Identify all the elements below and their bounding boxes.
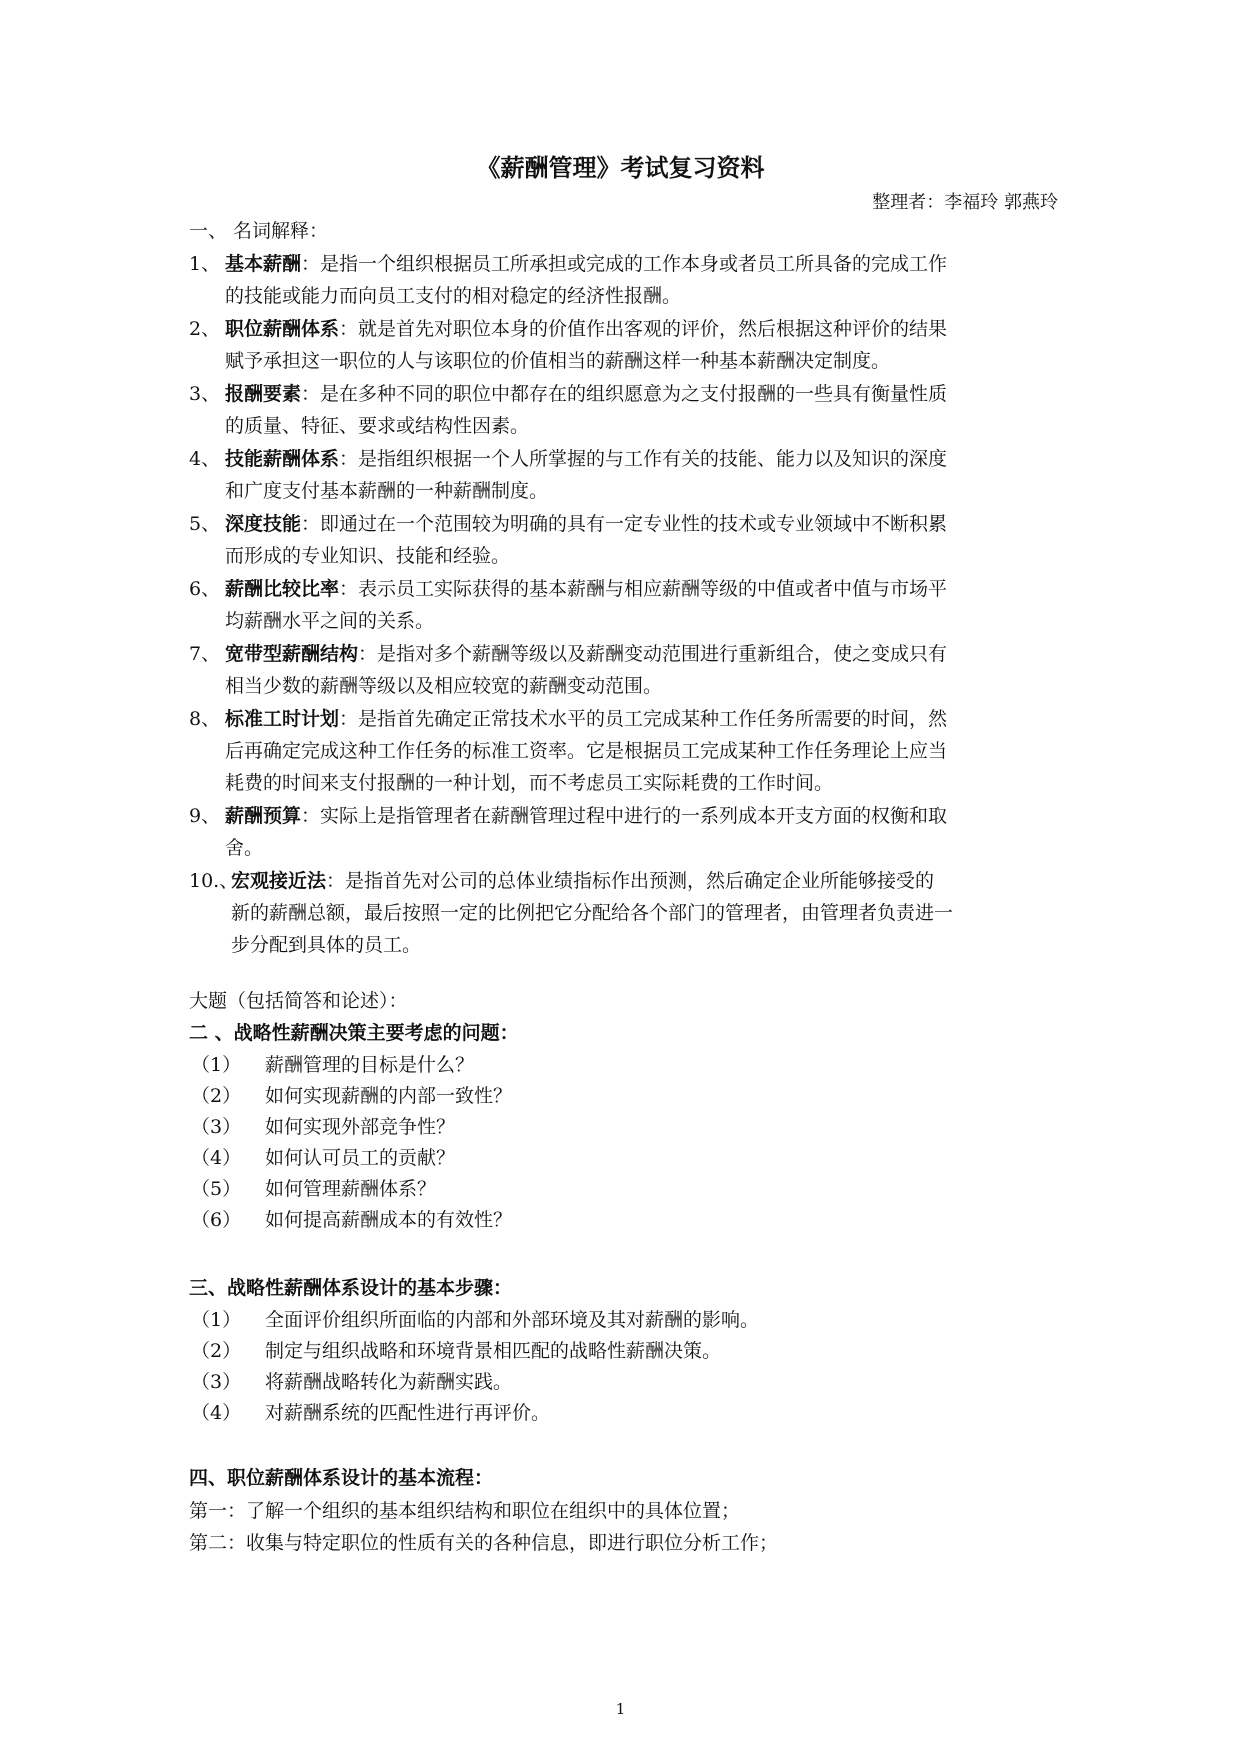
- definition-number: 2、: [189, 318, 221, 340]
- definition-text-line: 耗费的时间来支付报酬的一种计划，而不考虑员工实际耗费的工作时间。: [225, 772, 834, 794]
- list-item-text: 如何提高薪酬成本的有效性？: [265, 1209, 513, 1231]
- definition-text-line: 赋予承担这一职位的人与该职位的价值相当的薪酬这样一种基本薪酬决定制度。: [225, 350, 891, 372]
- definition-item: [189, 443, 1059, 507]
- section4-heading: 四、职位薪酬体系设计的基本流程：: [189, 1467, 494, 1489]
- definition-text-line: 的质量、特征、要求或结构性因素。: [225, 415, 530, 437]
- list-item-text: 对薪酬系统的匹配性进行再评价。: [265, 1402, 551, 1424]
- definition-number: 3、: [189, 383, 221, 405]
- list-item: [191, 1366, 512, 1398]
- list-item: [191, 1335, 721, 1367]
- definition-body: [225, 248, 1059, 312]
- section4-line-1: 第一：了解一个组织的基本组织结构和职位在组织中的具体位置；: [189, 1500, 741, 1522]
- definition-body: [225, 800, 1059, 864]
- definition-text-line: 均薪酬水平之间的关系。: [225, 610, 435, 632]
- list-item-number: （3）: [191, 1371, 242, 1393]
- definition-item: [189, 508, 1059, 572]
- list-item: [191, 1304, 759, 1336]
- list-item-number: （5）: [191, 1178, 242, 1200]
- definition-number: 8、: [189, 708, 221, 730]
- list-item-text: 如何认可员工的贡献？: [265, 1147, 456, 1169]
- document-title: 《薪酬管理》考试复习资料: [476, 154, 765, 182]
- definition-separator: ：: [301, 805, 321, 827]
- list-item-text: 全面评价组织所面临的内部和外部环境及其对薪酬的影响。: [265, 1309, 760, 1331]
- list-item: [191, 1049, 474, 1081]
- list-item-text: 制定与组织战略和环境背景相匹配的战略性薪酬决策。: [265, 1340, 722, 1362]
- list-item: [191, 1080, 512, 1112]
- list-item-number: （2）: [191, 1085, 242, 1107]
- list-item-number: （4）: [191, 1402, 242, 1424]
- definition-text-line: 舍。: [225, 837, 264, 859]
- definition-text-line: 实际上是指管理者在薪酬管理过程中进行的一系列成本开支方面的权衡和取: [320, 805, 948, 827]
- definition-text-line: 是指首先对公司的总体业绩指标作出预测，然后确定企业所能够接受的: [345, 870, 935, 892]
- definition-text-line: 表示员工实际获得的基本薪酬与相应薪酬等级的中值或者中值与市场平: [358, 578, 948, 600]
- definition-separator: ：: [339, 448, 359, 470]
- definition-text-line: 步分配到具体的员工。: [231, 934, 422, 956]
- definition-body: [225, 508, 1059, 572]
- list-item-text: 薪酬管理的目标是什么？: [265, 1054, 475, 1076]
- definition-text-line: 是指组织根据一个人所掌握的与工作有关的技能、能力以及知识的深度: [358, 448, 948, 470]
- definition-term: 宏观接近法: [231, 870, 327, 892]
- definition-body: [225, 313, 1059, 377]
- definition-term: 薪酬预算: [225, 805, 302, 827]
- definition-text-line: 即通过在一个范围较为明确的具有一定专业性的技术或专业领域中不断积累: [320, 513, 948, 535]
- definition-separator: ：: [358, 643, 378, 665]
- page-number: 1: [615, 1700, 626, 1718]
- definition-text-line: 新的薪酬总额，最后按照一定的比例把它分配给各个部门的管理者，由管理者负责进一: [231, 902, 954, 924]
- definition-text-line: 就是首先对职位本身的价值作出客观的评价，然后根据这种评价的结果: [358, 318, 948, 340]
- list-item-number: （6）: [191, 1209, 242, 1231]
- definition-separator: ：: [301, 383, 321, 405]
- definition-term: 报酬要素: [225, 383, 302, 405]
- list-item-number: （3）: [191, 1116, 242, 1138]
- list-item-text: 如何实现薪酬的内部一致性？: [265, 1085, 513, 1107]
- section3-heading: 三、战略性薪酬体系设计的基本步骤：: [189, 1277, 513, 1299]
- definition-text-line: 是在多种不同的职位中都存在的组织愿意为之支付报酬的一些具有衡量性质: [320, 383, 948, 405]
- definition-text-line: 相当少数的薪酬等级以及相应较宽的薪酬变动范围。: [225, 675, 663, 697]
- definition-body: [225, 573, 1059, 637]
- definition-number: 1、: [189, 253, 221, 275]
- definition-item: [189, 703, 1059, 799]
- list-item-number: （1）: [191, 1309, 242, 1331]
- definition-separator: ：: [301, 253, 321, 275]
- list-item: [191, 1204, 512, 1236]
- list-item-text: 如何管理薪酬体系？: [265, 1178, 437, 1200]
- list-item: [191, 1397, 550, 1429]
- list-item-text: 如何实现外部竞争性？: [265, 1116, 456, 1138]
- definition-term: 技能薪酬体系: [225, 448, 340, 470]
- list-item: [191, 1142, 455, 1174]
- definition-separator: ：: [339, 708, 359, 730]
- list-item-number: （1）: [191, 1054, 242, 1076]
- definition-separator: ：: [339, 318, 359, 340]
- definition-text-line: 而形成的专业知识、技能和经验。: [225, 545, 511, 567]
- section1-heading: 一、 名词解释：: [189, 220, 329, 242]
- definition-body: [225, 638, 1059, 702]
- definition-term: 基本薪酬: [225, 253, 302, 275]
- definition-number: 5、: [189, 513, 221, 535]
- definition-number: 6、: [189, 578, 221, 600]
- definition-item: [189, 573, 1059, 637]
- definition-item: [189, 248, 1059, 312]
- definition-item: [189, 865, 1059, 961]
- definition-item: [189, 638, 1059, 702]
- definition-text-line: 是指一个组织根据员工所承担或完成的工作本身或者员工所具备的完成工作: [320, 253, 948, 275]
- definition-term: 标准工时计划: [225, 708, 340, 730]
- list-item: [191, 1111, 455, 1143]
- definition-body: [225, 703, 1059, 799]
- definition-item: [189, 378, 1059, 442]
- definition-term: 薪酬比较比率: [225, 578, 340, 600]
- definition-number: 7、: [189, 643, 221, 665]
- list-item-text: 将薪酬战略转化为薪酬实践。: [265, 1371, 513, 1393]
- section4-line-2: 第二：收集与特定职位的性质有关的各种信息，即进行职位分析工作；: [189, 1532, 779, 1554]
- definition-item: [189, 800, 1059, 864]
- definition-text-line: 是指首先确定正常技术水平的员工完成某种工作任务所需要的时间，然: [358, 708, 948, 730]
- definition-term: 深度技能: [225, 513, 302, 535]
- list-item: [191, 1173, 436, 1205]
- definition-body: [225, 443, 1059, 507]
- definition-text-line: 和广度支付基本薪酬的一种薪酬制度。: [225, 480, 549, 502]
- definition-text-line: 是指对多个薪酬等级以及薪酬变动范围进行重新组合，使之变成只有: [377, 643, 948, 665]
- definition-number: 10.、: [189, 870, 239, 892]
- definition-separator: ：: [339, 578, 359, 600]
- list-item-number: （2）: [191, 1340, 242, 1362]
- definition-number: 4、: [189, 448, 221, 470]
- section2-heading: 二 、战略性薪酬决策主要考虑的问题：: [189, 1022, 519, 1044]
- definition-separator: ：: [326, 870, 346, 892]
- definition-text-line: 的技能或能力而向员工支付的相对稳定的经济性报酬。: [225, 285, 682, 307]
- author-line: 整理者：李福玲 郭燕玲: [872, 192, 1058, 213]
- definition-item: [189, 313, 1059, 377]
- definition-term: 宽带型薪酬结构: [225, 643, 359, 665]
- list-item-number: （4）: [191, 1147, 242, 1169]
- definition-number: 9、: [189, 805, 221, 827]
- big-questions-heading: 大题（包括简答和论述）：: [189, 990, 408, 1012]
- definition-separator: ：: [301, 513, 321, 535]
- definition-text-line: 后再确定完成这种工作任务的标准工资率。它是根据员工完成某种工作任务理论上应当: [225, 740, 948, 762]
- definition-body: [225, 378, 1059, 442]
- definition-body: [231, 865, 1059, 961]
- definition-term: 职位薪酬体系: [225, 318, 340, 340]
